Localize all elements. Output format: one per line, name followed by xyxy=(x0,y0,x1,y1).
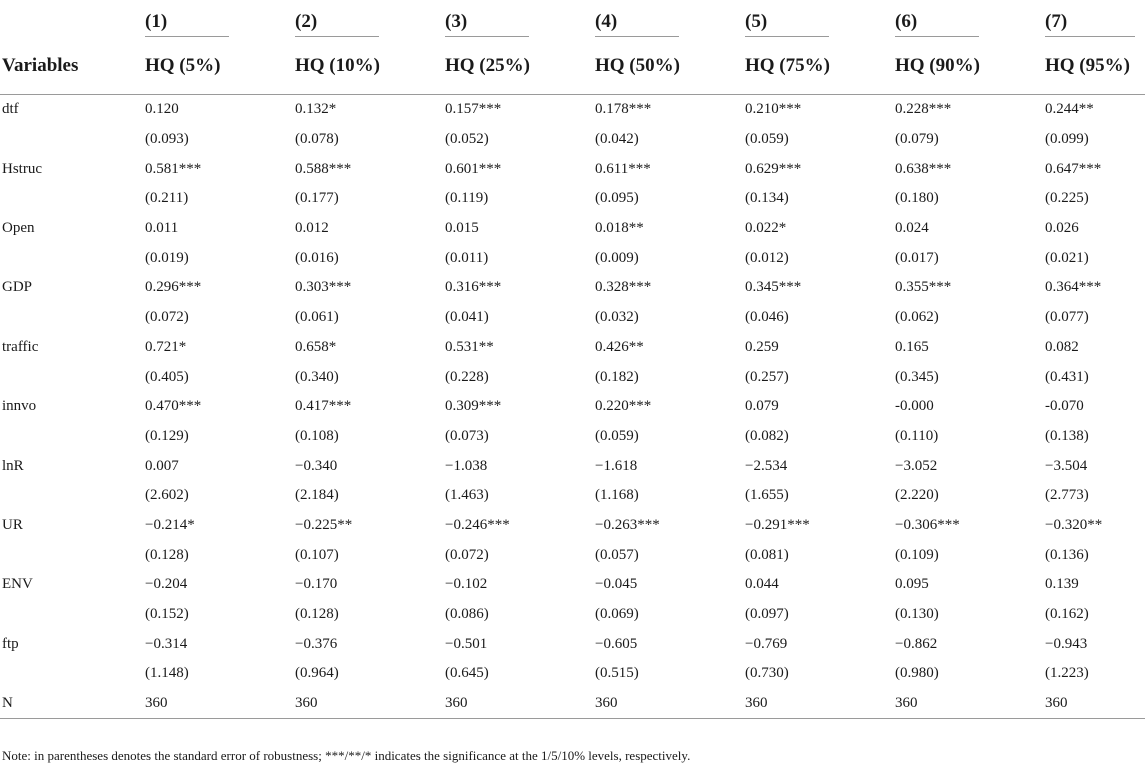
table-row-se xyxy=(0,243,1145,273)
coef-cell: 0.658* xyxy=(295,338,337,355)
se-cell: (0.405) xyxy=(145,368,189,385)
coef-cell: 0.316*** xyxy=(445,279,502,296)
table-row-coef xyxy=(0,451,1145,481)
se-cell: (0.077) xyxy=(1045,309,1089,326)
se-cell: (2.184) xyxy=(295,487,339,504)
coef-cell: −0.376 xyxy=(295,635,338,652)
blank-cell xyxy=(0,481,145,511)
coef-cell: −0.501 xyxy=(445,635,488,652)
variable-name: lnR xyxy=(2,457,24,474)
coef-cell: 0.531** xyxy=(445,338,494,355)
blank-cell xyxy=(0,422,145,452)
se-cell: (0.228) xyxy=(445,368,489,385)
se-cell: (0.012) xyxy=(745,249,789,266)
se-cell: (1.168) xyxy=(595,487,639,504)
se-cell: (0.073) xyxy=(445,427,489,444)
se-cell: (0.964) xyxy=(295,665,339,682)
se-cell: (0.078) xyxy=(295,131,339,148)
coef-cell: -0.070 xyxy=(1045,398,1084,415)
se-cell: (0.082) xyxy=(745,427,789,444)
se-cell: (1.223) xyxy=(1045,665,1089,682)
table-body xyxy=(0,95,1145,719)
col-number-7: (7) xyxy=(1045,0,1145,37)
corner-blank xyxy=(0,0,145,37)
table-row-coef xyxy=(0,333,1145,363)
coef-cell: −1.038 xyxy=(445,457,488,474)
se-cell: (0.099) xyxy=(1045,131,1089,148)
coef-cell: 0.011 xyxy=(145,220,179,237)
table-note: Note: in parentheses denotes the standard error of robustness; ***/**/* indicates the significance at the 1/5/10% levels, respectively. xyxy=(2,748,691,763)
table-row-se xyxy=(0,184,1145,214)
coef-cell: 0.120 xyxy=(145,101,179,118)
variable-name: dtf xyxy=(2,101,19,118)
coef-cell: 0.426** xyxy=(595,338,644,355)
se-cell: (0.138) xyxy=(1045,427,1089,444)
se-cell: (0.041) xyxy=(445,309,489,326)
se-cell: (0.097) xyxy=(745,606,789,623)
blank-cell xyxy=(0,184,145,214)
coef-cell: 0.364*** xyxy=(1045,279,1102,296)
col-header-6: HQ (90%) xyxy=(895,37,1045,95)
se-cell: (0.059) xyxy=(745,131,789,148)
coef-cell: −0.204 xyxy=(145,576,188,593)
blank-cell xyxy=(0,243,145,273)
blank-cell xyxy=(0,600,145,630)
col-number-5: (5) xyxy=(745,0,895,37)
coef-cell: 0.228*** xyxy=(895,101,952,118)
variable-name: UR xyxy=(2,516,23,533)
se-cell: (0.211) xyxy=(145,190,189,207)
coef-cell: −0.943 xyxy=(1045,635,1088,652)
coef-cell: −0.605 xyxy=(595,635,638,652)
n-cell: 360 xyxy=(895,689,1045,719)
table-row-se xyxy=(0,422,1145,452)
n-cell: 360 xyxy=(595,689,745,719)
se-cell: (0.072) xyxy=(445,546,489,563)
se-cell: (0.340) xyxy=(295,368,339,385)
coef-cell: −0.246*** xyxy=(445,516,510,533)
coef-cell: 0.132* xyxy=(295,101,337,118)
coef-cell: 0.007 xyxy=(145,457,179,474)
se-cell: (0.110) xyxy=(895,427,939,444)
se-cell: (2.773) xyxy=(1045,487,1089,504)
coef-cell: 0.139 xyxy=(1045,576,1079,593)
se-cell: (0.061) xyxy=(295,309,339,326)
blank-cell xyxy=(0,362,145,392)
se-cell: (0.052) xyxy=(445,131,489,148)
n-cell: 360 xyxy=(445,689,595,719)
se-cell: (0.225) xyxy=(1045,190,1089,207)
table-row-coef xyxy=(0,154,1145,184)
table-row-coef xyxy=(0,95,1145,125)
coef-cell: 0.629*** xyxy=(745,160,802,177)
coef-cell: 0.044 xyxy=(745,576,779,593)
coef-cell: -0.000 xyxy=(895,398,934,415)
se-cell: (0.093) xyxy=(145,131,189,148)
se-cell: (0.257) xyxy=(745,368,789,385)
column-header-row xyxy=(0,37,1145,95)
table-row-coef xyxy=(0,273,1145,303)
coef-cell: 0.638*** xyxy=(895,160,952,177)
coef-cell: 0.022* xyxy=(745,220,787,237)
coef-cell: 0.244** xyxy=(1045,101,1094,118)
coef-cell: 0.012 xyxy=(295,220,329,237)
table-row-coef xyxy=(0,570,1145,600)
se-cell: (1.655) xyxy=(745,487,789,504)
table-row-n xyxy=(0,689,1145,719)
n-label: N xyxy=(0,689,145,719)
se-cell: (0.072) xyxy=(145,309,189,326)
coef-cell: 0.296*** xyxy=(145,279,202,296)
table-row-se xyxy=(0,481,1145,511)
se-cell: (0.079) xyxy=(895,131,939,148)
se-cell: (0.017) xyxy=(895,249,939,266)
variable-name: ENV xyxy=(2,576,33,593)
se-cell: (0.431) xyxy=(1045,368,1089,385)
se-cell: (0.645) xyxy=(445,665,489,682)
se-cell: (0.345) xyxy=(895,368,939,385)
n-cell: 360 xyxy=(1045,689,1145,719)
col-header-7: HQ (95%) xyxy=(1045,37,1145,95)
table-row-se xyxy=(0,303,1145,333)
col-header-2: HQ (10%) xyxy=(295,37,445,95)
se-cell: (0.042) xyxy=(595,131,639,148)
col-number-1: (1) xyxy=(145,0,295,37)
coef-cell: 0.309*** xyxy=(445,398,502,415)
se-cell: (0.057) xyxy=(595,546,639,563)
variable-name: Open xyxy=(2,220,35,237)
col-number-3: (3) xyxy=(445,0,595,37)
coef-cell: 0.355*** xyxy=(895,279,952,296)
variable-name: GDP xyxy=(2,279,33,296)
se-cell: (0.162) xyxy=(1045,606,1089,623)
se-cell: (0.182) xyxy=(595,368,639,385)
coef-cell: 0.588*** xyxy=(295,160,352,177)
se-cell: (0.108) xyxy=(295,427,339,444)
table-row-se xyxy=(0,659,1145,689)
coef-cell: −3.052 xyxy=(895,457,938,474)
coef-cell: 0.210*** xyxy=(745,101,802,118)
coef-cell: −0.263*** xyxy=(595,516,660,533)
col-header-4: HQ (50%) xyxy=(595,37,745,95)
se-cell: (0.177) xyxy=(295,190,339,207)
col-number-6: (6) xyxy=(895,0,1045,37)
coef-cell: 0.601*** xyxy=(445,160,502,177)
blank-cell xyxy=(0,659,145,689)
coef-cell: 0.165 xyxy=(895,338,929,355)
n-cell: 360 xyxy=(145,689,295,719)
coef-cell: −0.225** xyxy=(295,516,353,533)
coef-cell: −0.291*** xyxy=(745,516,810,533)
blank-cell xyxy=(0,303,145,333)
n-cell: 360 xyxy=(745,689,895,719)
se-cell: (0.032) xyxy=(595,309,639,326)
coef-cell: 0.018** xyxy=(595,220,644,237)
coef-cell: 0.024 xyxy=(895,220,929,237)
coef-cell: 0.345*** xyxy=(745,279,802,296)
coef-cell: −3.504 xyxy=(1045,457,1088,474)
col-number-4: (4) xyxy=(595,0,745,37)
n-cell: 360 xyxy=(295,689,445,719)
se-cell: (0.011) xyxy=(445,249,489,266)
se-cell: (0.059) xyxy=(595,427,639,444)
se-cell: (0.730) xyxy=(745,665,789,682)
coef-cell: −0.862 xyxy=(895,635,938,652)
coef-cell: 0.015 xyxy=(445,220,479,237)
se-cell: (0.019) xyxy=(145,249,189,266)
table-row-se xyxy=(0,540,1145,570)
se-cell: (0.109) xyxy=(895,546,939,563)
coef-cell: −0.170 xyxy=(295,576,338,593)
coef-cell: 0.220*** xyxy=(595,398,652,415)
coef-cell: −0.320** xyxy=(1045,516,1103,533)
table-row-se xyxy=(0,125,1145,155)
variable-name: ftp xyxy=(2,635,19,652)
se-cell: (0.107) xyxy=(295,546,339,563)
se-cell: (0.046) xyxy=(745,309,789,326)
se-cell: (1.463) xyxy=(445,487,489,504)
coef-cell: 0.026 xyxy=(1045,220,1079,237)
se-cell: (0.016) xyxy=(295,249,339,266)
coef-cell: −0.214* xyxy=(145,516,195,533)
se-cell: (0.128) xyxy=(295,606,339,623)
coef-cell: 0.647*** xyxy=(1045,160,1102,177)
coef-cell: −0.340 xyxy=(295,457,338,474)
table-row-coef xyxy=(0,214,1145,244)
coef-cell: 0.157*** xyxy=(445,101,502,118)
se-cell: (0.086) xyxy=(445,606,489,623)
coef-cell: 0.303*** xyxy=(295,279,352,296)
coef-cell: 0.328*** xyxy=(595,279,652,296)
coef-cell: 0.178*** xyxy=(595,101,652,118)
variable-name: Hstruc xyxy=(2,160,42,177)
column-number-row xyxy=(0,0,1145,37)
table-row-se xyxy=(0,362,1145,392)
coef-cell: −0.306*** xyxy=(895,516,960,533)
se-cell: (0.129) xyxy=(145,427,189,444)
col-header-3: HQ (25%) xyxy=(445,37,595,95)
se-cell: (2.220) xyxy=(895,487,939,504)
variable-name: traffic xyxy=(2,338,39,355)
se-cell: (0.095) xyxy=(595,190,639,207)
se-cell: (0.009) xyxy=(595,249,639,266)
coef-cell: −2.534 xyxy=(745,457,788,474)
coef-cell: −0.314 xyxy=(145,635,188,652)
table-row-coef xyxy=(0,392,1145,422)
se-cell: (0.062) xyxy=(895,309,939,326)
coef-cell: 0.721* xyxy=(145,338,187,355)
se-cell: (0.021) xyxy=(1045,249,1089,266)
se-cell: (0.180) xyxy=(895,190,939,207)
se-cell: (0.980) xyxy=(895,665,939,682)
se-cell: (0.128) xyxy=(145,546,189,563)
se-cell: (0.119) xyxy=(445,190,489,207)
coef-cell: 0.470*** xyxy=(145,398,202,415)
table-row-coef xyxy=(0,629,1145,659)
table-row-coef xyxy=(0,511,1145,541)
variables-header: Variables xyxy=(0,37,145,95)
coef-cell: 0.611*** xyxy=(595,160,651,177)
coef-cell: 0.082 xyxy=(1045,338,1079,355)
coef-cell: 0.095 xyxy=(895,576,929,593)
coef-cell: 0.417*** xyxy=(295,398,352,415)
coef-cell: −0.769 xyxy=(745,635,788,652)
coef-cell: 0.259 xyxy=(745,338,779,355)
se-cell: (0.081) xyxy=(745,546,789,563)
blank-cell xyxy=(0,540,145,570)
se-cell: (0.130) xyxy=(895,606,939,623)
col-number-2: (2) xyxy=(295,0,445,37)
variable-name: innvo xyxy=(2,398,37,415)
se-cell: (0.136) xyxy=(1045,546,1089,563)
coef-cell: −0.045 xyxy=(595,576,638,593)
se-cell: (0.152) xyxy=(145,606,189,623)
coef-cell: 0.581*** xyxy=(145,160,202,177)
coef-cell: −0.102 xyxy=(445,576,488,593)
coef-cell: 0.079 xyxy=(745,398,779,415)
col-header-1: HQ (5%) xyxy=(145,37,295,95)
se-cell: (2.602) xyxy=(145,487,189,504)
se-cell: (0.069) xyxy=(595,606,639,623)
table-row-se xyxy=(0,600,1145,630)
col-header-5: HQ (75%) xyxy=(745,37,895,95)
se-cell: (0.515) xyxy=(595,665,639,682)
coef-cell: −1.618 xyxy=(595,457,638,474)
se-cell: (1.148) xyxy=(145,665,189,682)
se-cell: (0.134) xyxy=(745,190,789,207)
blank-cell xyxy=(0,125,145,155)
